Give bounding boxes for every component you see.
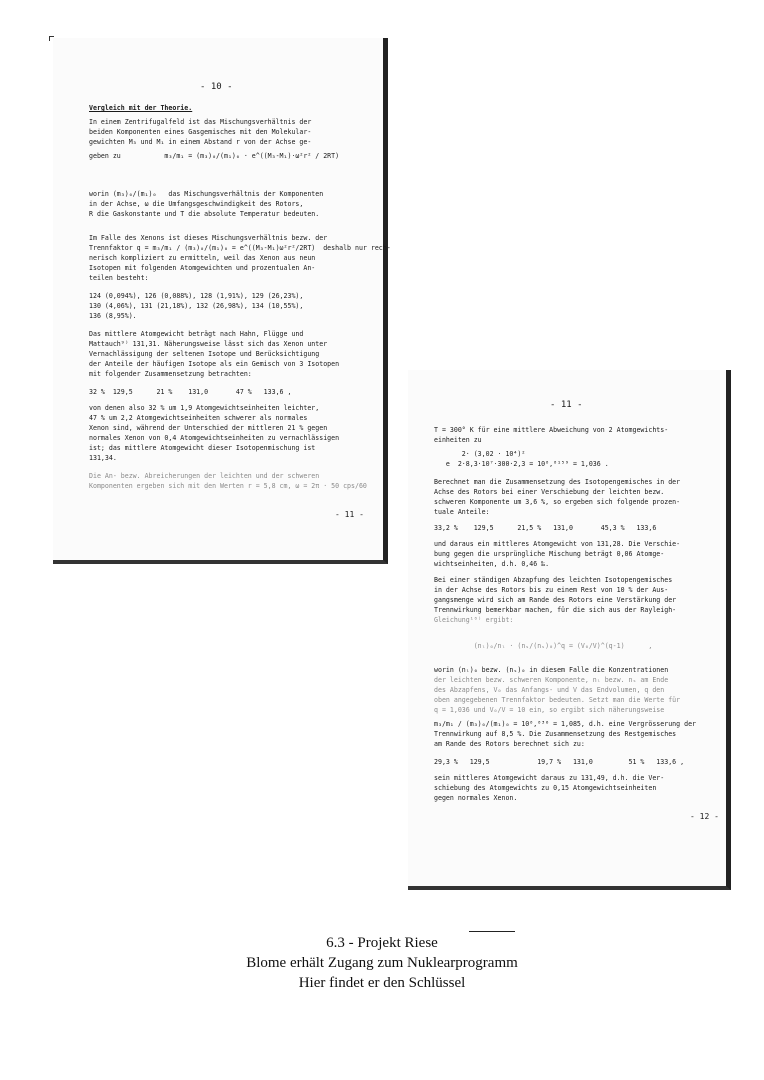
continuation-mark: - 12 - [690, 812, 719, 821]
caption-note: Hier findet er den Schlüssel [298, 975, 466, 991]
caption-title: 6.3 - Projekt Riese [326, 935, 438, 951]
text-line: einheiten zu [434, 436, 482, 444]
text-line: beiden Komponenten eines Gasgemisches mit den Molekular- [89, 128, 312, 136]
text-line: von denen also 32 % um 1,9 Atomgewichtseinheiten leichter, [89, 404, 320, 412]
text-line: gegen normales Xenon. [434, 794, 518, 802]
text-line: in der Achse des Rotors bis zu einem Rest von 10 % der Aus- [434, 586, 669, 594]
text-line: schiebung des Atomgewichts zu 0,15 Atomgewichtseinheiten [434, 784, 657, 792]
text-line: gewichten M₃ und M₁ in einem Abstand r von der Achse ge- [89, 138, 312, 146]
text-line: worin (nₗ)₀ bezw. (nₛ)₀ in diesem Falle die Konzentrationen [434, 666, 669, 674]
isotope-list-line: 130 (4,06%), 131 (21,18%), 132 (26,98%), 134 (10,55%), [89, 302, 304, 310]
text-line: Trennwirkung auf 8,5 %. Die Zusammensetzung des Restgemisches [434, 730, 677, 738]
text-line: q = 1,036 und V₀/V = 10 ein, so ergibt sich näherungsweise [434, 706, 665, 714]
rayleigh-equation: (nₗ)₀/nₗ · (nₛ/(nₛ)₀)^q = (V₀/V)^(q-1) , [434, 642, 653, 650]
formula-line: geben zu m₃/m₁ = (m₃)₀/(m₁)₀ · e^((M₃-M₁)·ω²r² / 2RT) [89, 152, 340, 160]
text-line: worin (m₃)₀/(m₁)₀ das Mischungsverhältnis der Komponenten [89, 190, 324, 198]
text-line: Isotopen mit folgenden Atomgewichten und prozentualen An- [89, 264, 316, 272]
text-line: am Rande des Rotors berechnet sich zu: [434, 740, 585, 748]
text-line: Komponenten ergeben sich mit den Werten r = 5,8 cm, ω = 2π · 50 cps/60 [89, 482, 367, 490]
text-line: Berechnet man die Zusammensetzung des Isotopengemisches in der [434, 478, 681, 486]
text-line: ist; das mittlere Atomgewicht dieser Isotopenmischung ist [89, 444, 316, 452]
composition-line: 32 % 129,5 21 % 131,0 47 % 133,6 , [89, 388, 292, 396]
text-line: sein mittleres Atomgewicht daraus zu 131,49, d.h. die Ver- [434, 774, 665, 782]
section-heading: Vergleich mit der Theorie. [89, 104, 193, 112]
text-line: des Abzapfens, V₀ das Anfangs- und V das Endvolumen, q den [434, 686, 665, 694]
caption-subtitle: Blome erhält Zugang zum Nuklearprogramm [246, 955, 518, 971]
text-line: Bei einer ständigen Abzapfung des leichten Isotopengemisches [434, 576, 673, 584]
text-line: mit folgender Zusammensetzung betrachten: [89, 370, 252, 378]
text-line: Die An- bezw. Abreicherungen der leichten und der schweren [89, 472, 320, 480]
text-line: der leichten bezw. schweren Komponente, nₗ bezw. nₛ am Ende [434, 676, 669, 684]
text-line: 131,34. [89, 454, 117, 462]
isotope-list-line: 136 (8,95%). [89, 312, 137, 320]
document-page-11 [408, 370, 731, 890]
text-line: Achse des Rotors bei einer Verschiebung der leichten bezw. [434, 488, 665, 496]
text-line: normales Xenon von 0,4 Atomgewichtseinheiten zu vernachlässigen [89, 434, 340, 442]
text-line: tuale Anteile: [434, 508, 490, 516]
text-line: Das mittlere Atomgewicht beträgt nach Hahn, Flügge und [89, 330, 304, 338]
text-line: oben angegebenen Trennfaktor bedeuten. Setzt man die Werte für [434, 696, 681, 704]
composition-line: 33,2 % 129,5 21,5 % 131,0 45,3 % 133,6 [434, 524, 657, 532]
text-line: wichtseinheiten, d.h. 0,46 ‰. [434, 560, 550, 568]
text-line: Im Falle des Xenons ist dieses Mischungsverhältnis bezw. der [89, 234, 328, 242]
formula-line: Trennfaktor q = m₃/m₁ / (m₃)₀/(m₁)₀ = e^((M₃-M₁)ω²r²/2RT) deshalb nur rech- [89, 244, 391, 252]
continuation-mark: - 11 - [335, 510, 364, 519]
text-line: bung gegen die ursprüngliche Mischung beträgt 0,06 Atomge- [434, 550, 665, 558]
page-number: - 11 - [550, 400, 583, 410]
text-line: Vernachlässigung der seltenen Isotope und Berücksichtigung [89, 350, 320, 358]
caption-rule [469, 931, 515, 932]
text-line: der Anteile der häufigen Isotope als ein Gemisch von 3 Isotopen [89, 360, 340, 368]
text-line: und daraus ein mittleres Atomgewicht von 131,28. Die Verschie- [434, 540, 681, 548]
text-line: R die Gaskonstante und T die absolute Temperatur bedeuten. [89, 210, 320, 218]
page-number: - 10 - [200, 82, 233, 92]
text-line: in der Achse, ω die Umfangsgeschwindigkeit des Rotors, [89, 200, 304, 208]
formula-line: m₃/m₁ / (m₃)₀/(m₁)₀ = 10⁰,⁰³⁶ = 1,085, d.h. eine Vergrösserung der [434, 720, 697, 728]
isotope-list-line: 124 (0,094%), 126 (0,088%), 128 (1,91%), 129 (26,23%), [89, 292, 304, 300]
text-line: teilen besteht: [89, 274, 149, 282]
text-line: 47 % um 2,2 Atomgewichtseinheiten schwerer als normales [89, 414, 308, 422]
text-line: In einem Zentrifugalfeld ist das Mischungsverhältnis der [89, 118, 312, 126]
formula-line: e 2·8,3·10⁷·300·2,3 = 10⁰,⁰¹⁵⁹ = 1,036 . [434, 460, 609, 468]
document-page-10 [53, 38, 391, 564]
text-line: T = 300° K für eine mittlere Abweichung von 2 Atomgewichts- [434, 426, 669, 434]
text-line: schweren Komponente um 3,6 %, so ergeben sich folgende prozen- [434, 498, 681, 506]
text-line: Mattauch⁹⁾ 131,31. Näherungsweise lässt sich das Xenon unter [89, 340, 328, 348]
text-line: nerisch kompliziert zu ermitteln, weil das Xenon aus neun [89, 254, 316, 262]
text-line: Trennwirkung bemerkbar machen, für die sich aus der Rayleigh- [434, 606, 677, 614]
formula-line: 2· (3,02 · 10⁴)² [434, 450, 526, 458]
composition-line: 29,3 % 129,5 19,7 % 131,0 51 % 133,6 , [434, 758, 685, 766]
text-line: Gleichung¹⁰⁾ ergibt: [434, 616, 514, 624]
text-line: Xenon sind, während der Unterschied der mittleren 21 % gegen [89, 424, 328, 432]
text-line: gangsmenge wird sich am Rande des Rotors eine Verstärkung der [434, 596, 677, 604]
